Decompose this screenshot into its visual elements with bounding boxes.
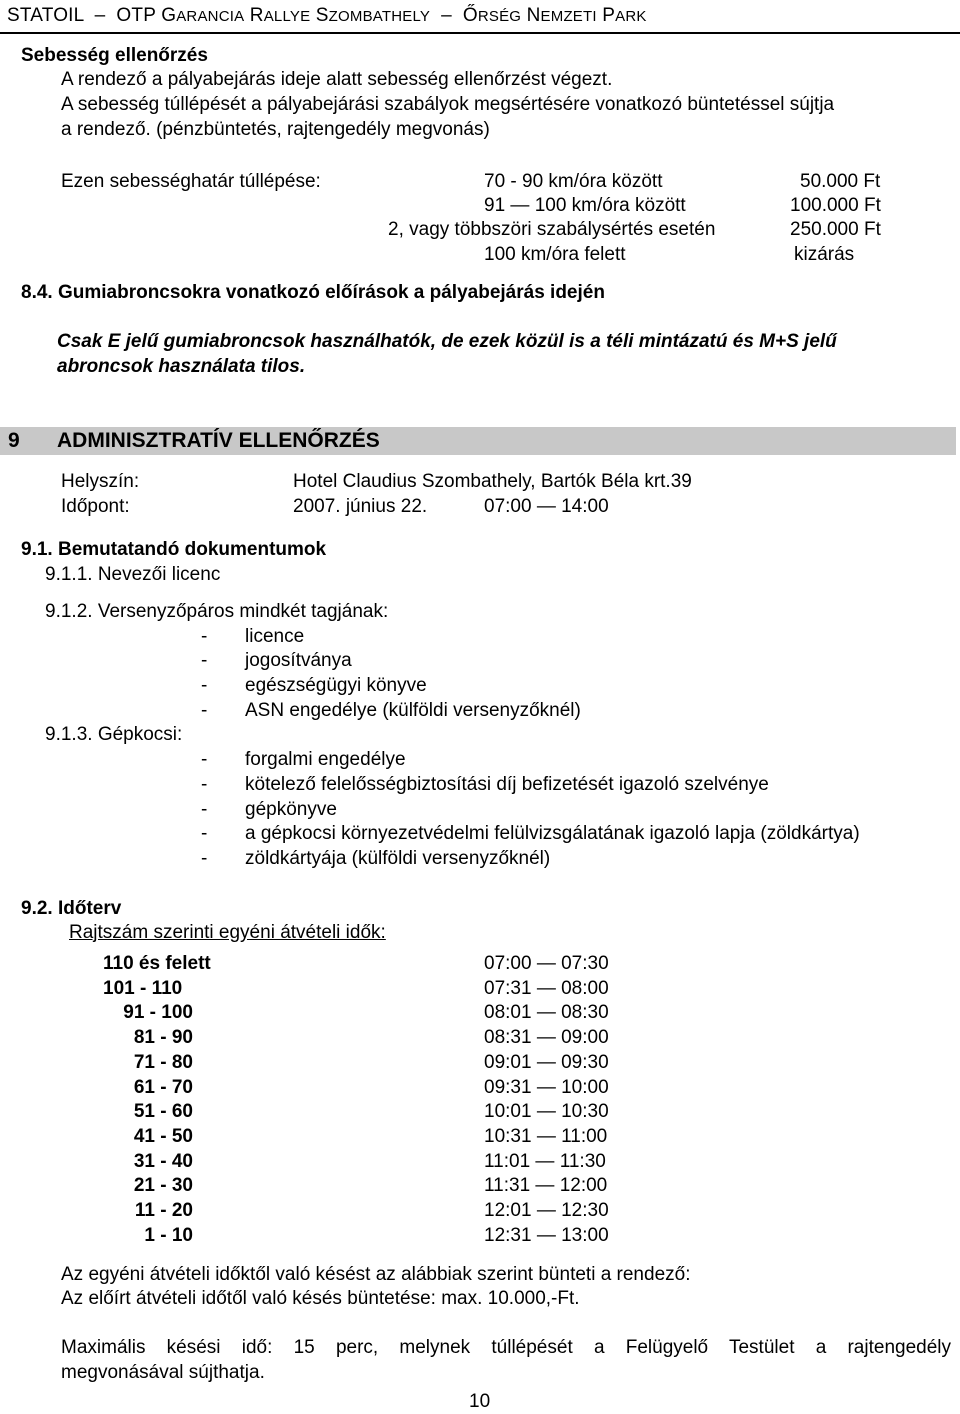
list-dash: -: [201, 650, 208, 671]
schedule-time: 12:31 — 13:00: [484, 1225, 609, 1246]
speed-range: 100 km/óra felett: [484, 244, 626, 265]
section-number: 9: [8, 429, 20, 452]
schedule-group: 41 - 50: [133, 1126, 193, 1147]
time-label: Időpont:: [61, 496, 130, 517]
penalty-text: Az egyéni átvételi időktől való késést az alábbiak szerint bünteti a rendező:: [61, 1264, 691, 1285]
schedule-group: 61 - 70: [133, 1077, 193, 1098]
list-item: jogosítványa: [245, 650, 352, 671]
schedule-group: 11 - 20: [134, 1200, 193, 1221]
penalty-text: Az előírt átvételi időtől való késés büntetése: max. 10.000,-Ft.: [61, 1288, 580, 1309]
schedule-time: 09:01 — 09:30: [484, 1052, 609, 1073]
speed-fine: 250.000 Ft: [790, 219, 881, 240]
header-title: [7, 4, 647, 29]
schedule-time: 08:31 — 09:00: [484, 1027, 609, 1048]
list-item: forgalmi engedélye: [245, 749, 406, 770]
schedule-group: 31 - 40: [133, 1151, 193, 1172]
speed-range: 91 — 100 km/óra között: [484, 195, 686, 216]
header-word: GARANCIA: [161, 5, 245, 26]
header-word: RALLYE: [249, 5, 311, 26]
speed-fine: 100.000 Ft: [790, 195, 881, 216]
list-item: egészségügyi könyve: [245, 675, 427, 696]
page-number: 10: [469, 1391, 491, 1412]
header-word: STATOIL: [7, 5, 84, 26]
list-dash: -: [201, 823, 208, 844]
schedule-group: 81 - 90: [133, 1027, 193, 1048]
list-item: kötelező felelősségbiztosítási díj befizetését igazoló szelvénye: [245, 774, 769, 795]
list-dash: -: [201, 626, 208, 647]
speed-fine: 50.000 Ft: [800, 171, 881, 192]
schedule-time: 10:01 — 10:30: [484, 1101, 609, 1122]
list-dash: -: [201, 799, 208, 820]
speed-limit-label: Ezen sebességhatár túllépése:: [61, 171, 321, 192]
documents-item: 9.1.2. Versenyzőpáros mindkét tagjának:: [45, 601, 389, 622]
speed-range: 2, vagy többszöri szabálysértés esetén: [388, 219, 716, 240]
speed-range: 70 - 90 km/óra között: [484, 171, 663, 192]
max-late-text: megvonásával sújthatja.: [61, 1362, 265, 1383]
page-header: [0, 0, 960, 30]
place-label: Helyszín:: [61, 471, 140, 492]
documents-heading: 9.1. Bemutatandó dokumentumok: [21, 539, 327, 560]
speed-heading: Sebesség ellenőrzés: [21, 45, 208, 66]
schedule-time: 10:31 — 11:00: [484, 1126, 608, 1147]
list-item: a gépkocsi környezetvédelmi felülvizsgálatának igazoló lapja (zöldkártya): [245, 823, 860, 844]
header-word: NEMZETI: [526, 5, 597, 26]
max-late-text: Maximális késési idő: 15 perc, melynek túllépését a Felügyelő Testület a rajtengedély: [61, 1337, 951, 1358]
schedule-group: 101 - 110: [103, 978, 183, 999]
list-item: ASN engedélye (külföldi versenyzőknél): [245, 700, 581, 721]
header-dash: –: [89, 5, 111, 26]
schedule-group: 71 - 80: [133, 1052, 193, 1073]
header-rule: [0, 32, 960, 34]
schedule-time: 12:01 — 12:30: [484, 1200, 609, 1221]
list-dash: -: [201, 749, 208, 770]
documents-item: 9.1.3. Gépkocsi:: [45, 724, 183, 745]
list-dash: -: [201, 848, 208, 869]
speed-text-line: A sebesség túllépését a pályabejárási szabályok megsértésére vonatkozó büntetéssel sújtja: [61, 94, 835, 115]
tyres-text-line: abroncsok használata tilos.: [57, 356, 306, 377]
schedule-group: 1 - 10: [144, 1225, 193, 1246]
header-word: SZOMBATHELY: [315, 5, 431, 26]
schedule-time: 11:31 — 12:00: [484, 1175, 608, 1196]
speed-fine: kizárás: [794, 244, 855, 265]
list-dash: -: [201, 774, 208, 795]
schedule-time: 07:00 — 07:30: [484, 953, 609, 974]
list-item: gépkönyve: [245, 799, 337, 820]
list-dash: -: [201, 675, 208, 696]
header-word: ŐRSÉG: [462, 5, 522, 26]
list-dash: -: [201, 700, 208, 721]
header-word: PARK: [602, 5, 647, 26]
place-value: Hotel Claudius Szombathely, Bartók Béla krt.39: [293, 471, 692, 492]
time-range: 07:00 — 14:00: [484, 496, 609, 517]
header-word: OTP: [116, 5, 156, 26]
schedule-subheading: Rajtszám szerinti egyéni átvételi idők:: [69, 922, 386, 943]
tyres-text-line: Csak E jelű gumiabroncsok használhatók, de ezek közül is a téli mintázatú és M+S jelű: [57, 331, 837, 352]
schedule-group: 91 - 100: [123, 1002, 193, 1023]
schedule-time: 07:31 — 08:00: [484, 978, 609, 999]
documents-item: 9.1.1. Nevezői licenc: [45, 564, 221, 585]
list-item: zöldkártyája (külföldi versenyzőknél): [245, 848, 551, 869]
schedule-heading: 9.2. Időterv: [21, 898, 122, 919]
schedule-group: 51 - 60: [133, 1101, 193, 1122]
section-title: ADMINISZTRATÍV ELLENŐRZÉS: [57, 429, 380, 452]
header-dash: –: [435, 5, 458, 26]
tyres-heading: 8.4. Gumiabroncsokra vonatkozó előírások a pályabejárás idején: [21, 282, 605, 303]
schedule-time: 11:01 — 11:30: [484, 1151, 606, 1172]
time-date: 2007. június 22.: [293, 496, 428, 517]
schedule-time: 08:01 — 08:30: [484, 1002, 609, 1023]
list-item: licence: [245, 626, 305, 647]
speed-text-line: a rendező. (pénzbüntetés, rajtengedély megvonás): [61, 119, 490, 140]
schedule-group: 110 és felett: [103, 953, 211, 974]
schedule-group: 21 - 30: [133, 1175, 193, 1196]
speed-text-line: A rendező a pályabejárás ideje alatt sebesség ellenőrzést végezt.: [61, 69, 613, 90]
schedule-time: 09:31 — 10:00: [484, 1077, 609, 1098]
